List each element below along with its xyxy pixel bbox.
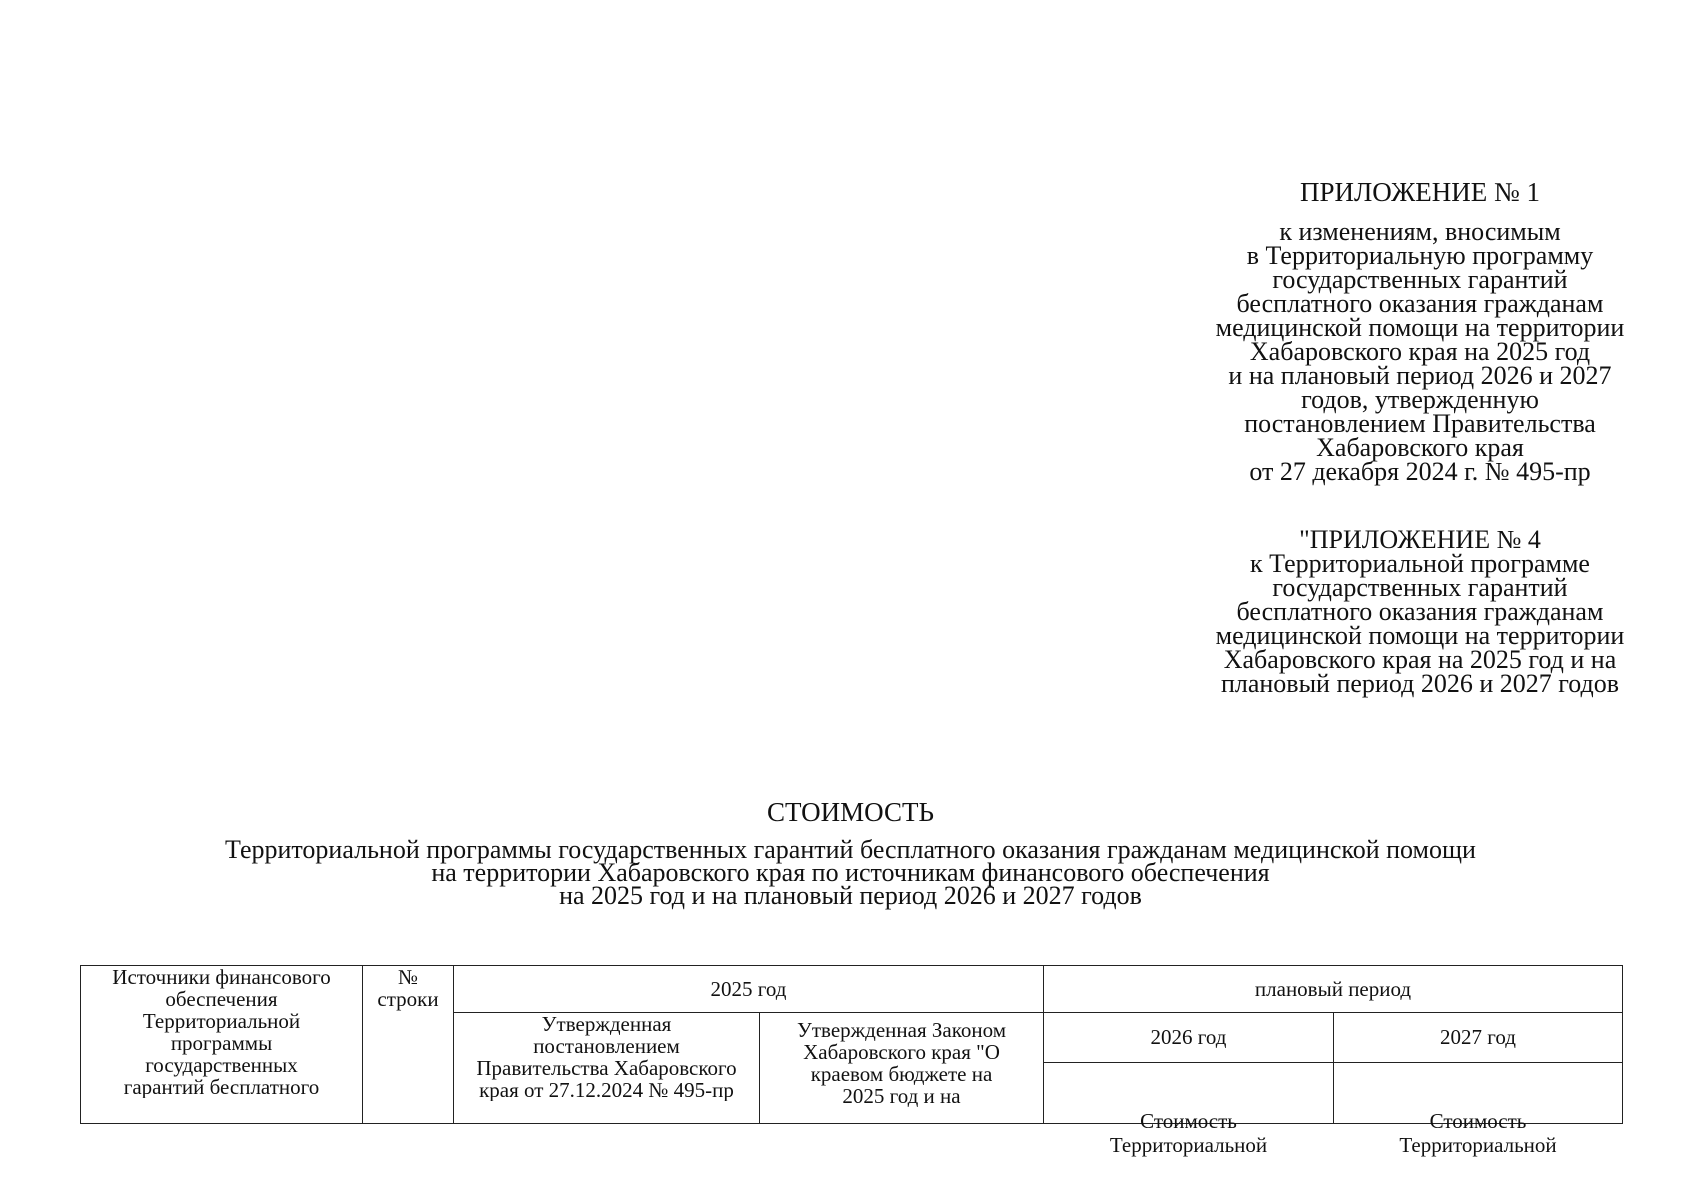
header-line: краевом бюджете на <box>810 1062 993 1086</box>
document-subtitle <box>0 835 1701 910</box>
header-year-2026: 2026 год <box>1044 1013 1334 1063</box>
appendix-1-line: от 27 декабря 2024 г. № 495-пр <box>1249 457 1591 486</box>
appendix-4-line: бесплатного оказания гражданам <box>1236 597 1604 626</box>
header-row-number <box>363 966 454 1124</box>
appendix-1-line: постановлением Правительства <box>1244 409 1596 438</box>
header-line: постановлением <box>533 1034 680 1058</box>
header-financing-sources <box>81 966 363 1124</box>
header-planned-period: плановый период <box>1044 966 1623 1013</box>
header-cost-2026 <box>1044 1062 1334 1157</box>
header-line: Территориальной <box>1399 1132 1557 1157</box>
appendix-4-line: государственных гарантий <box>1272 573 1568 602</box>
header-line: Стоимость <box>1429 1108 1527 1133</box>
header-line: № <box>397 965 419 989</box>
appendix-4-line: медицинской помощи на территории <box>1215 621 1625 650</box>
header-line: 2025 год и на <box>842 1084 961 1108</box>
appendix-1-line: годов, утвержденную <box>1301 385 1539 414</box>
header-approved-by-government <box>454 1013 760 1124</box>
appendix-1-line: государственных гарантий <box>1272 265 1568 294</box>
cost-table <box>80 965 1623 1157</box>
appendix-1-header <box>1180 178 1660 484</box>
header-year-2025: 2025 год <box>454 966 1044 1013</box>
header-line: Территориальной <box>142 1009 301 1033</box>
subtitle-line: Территориальной программы государственных гарантий бесплатного оказания гражданам медицинской помощи <box>225 835 1476 864</box>
header-line: программы <box>170 1031 273 1055</box>
appendix-1-line: в Территориальную программу <box>1246 241 1594 270</box>
header-line: Утвержденная <box>541 1013 672 1036</box>
subtitle-line: на территории Хабаровского края по источникам финансового обеспечения <box>431 858 1270 887</box>
header-line: Стоимость <box>1140 1108 1237 1133</box>
header-line: Территориальной <box>1109 1132 1268 1157</box>
header-line: государственных <box>145 1053 298 1077</box>
appendix-1-heading: ПРИЛОЖЕНИЕ № 1 <box>1299 177 1541 207</box>
subtitle-line: на 2025 год и на плановый период 2026 и 2027 годов <box>559 881 1142 910</box>
header-line: строки <box>377 987 439 1011</box>
appendix-1-line: медицинской помощи на территории <box>1215 313 1625 342</box>
appendix-1-line: бесплатного оказания гражданам <box>1236 289 1604 318</box>
header-line: обеспечения <box>165 987 278 1011</box>
appendix-4-line: плановый период 2026 и 2027 годов <box>1220 669 1620 698</box>
appendix-1-line: Хабаровского края на 2025 год <box>1249 337 1591 366</box>
header-line: края от 27.12.2024 № 495-пр <box>479 1078 734 1101</box>
header-year-2027: 2027 год <box>1334 1013 1623 1063</box>
appendix-1-line: Хабаровского края <box>1316 433 1524 462</box>
appendix-4-line: Хабаровского края на 2025 год и на <box>1223 645 1617 674</box>
header-line: Утвержденная Законом <box>797 1019 1006 1042</box>
document-title: СТОИМОСТЬ <box>767 797 934 827</box>
header-approved-by-law <box>760 1013 1044 1124</box>
header-line: Хабаровского края "О <box>803 1040 1000 1064</box>
header-line: Правительства Хабаровского <box>476 1056 737 1080</box>
appendix-4-line: к Территориальной программе <box>1250 549 1590 578</box>
appendix-1-line: и на плановый период 2026 и 2027 <box>1228 361 1612 390</box>
appendix-4-header <box>1180 525 1660 698</box>
header-cost-2027 <box>1334 1062 1623 1157</box>
appendix-4-heading: "ПРИЛОЖЕНИЕ № 4 <box>1299 525 1541 554</box>
header-line: Источники финансового <box>112 966 331 989</box>
appendix-1-line: к изменениям, вносимым <box>1279 217 1561 246</box>
header-line: гарантий бесплатного <box>123 1075 320 1098</box>
